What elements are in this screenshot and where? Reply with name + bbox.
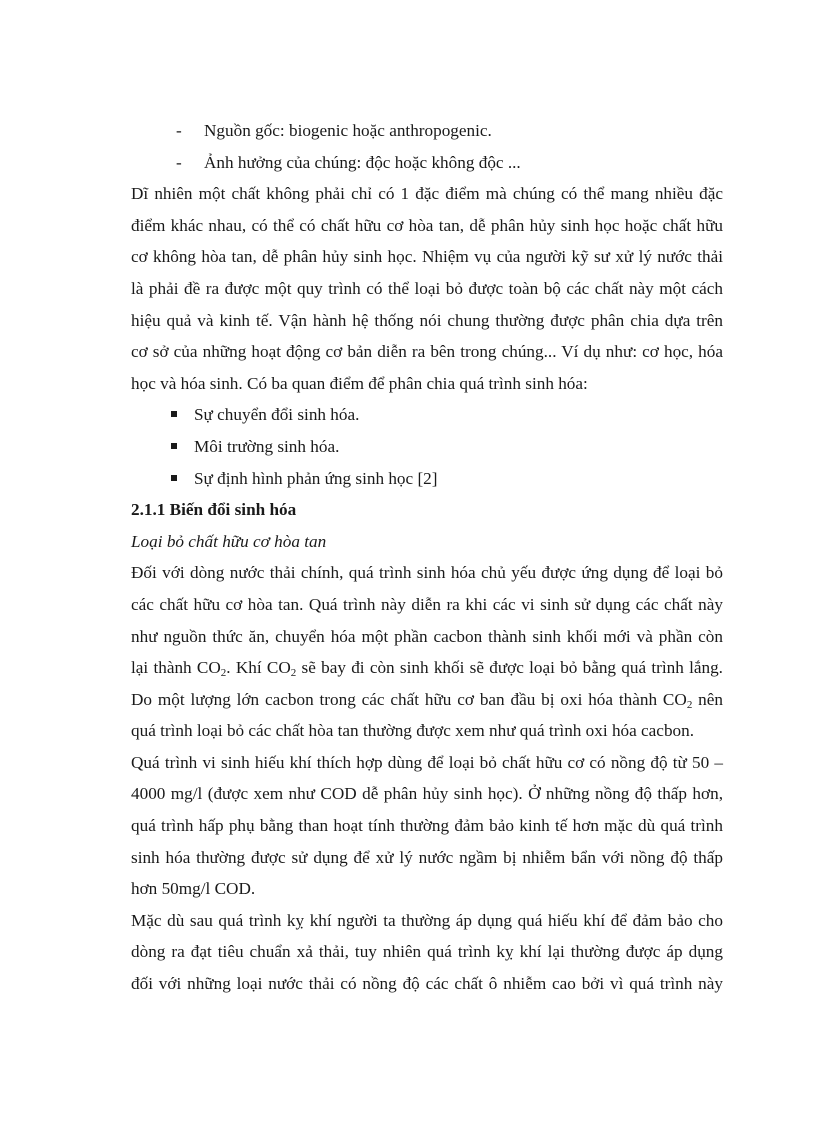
- paragraph-4: [131, 905, 723, 1000]
- list-item-text: Ảnh hưởng của chúng: độc hoặc không độc ...: [204, 152, 521, 172]
- text-line: học và hóa sinh. Có ba quan điểm để phân chia quá trình sinh hóa:: [131, 373, 588, 393]
- text-line: hiệu quả và kinh tế. Vận hành hệ thống nói chung thường được phân chia dựa trên: [131, 310, 723, 330]
- text-segment: . Khí CO: [226, 658, 291, 678]
- text-line: sinh hóa thường được sử dụng để xử lý nước ngầm bị nhiễm bẩn với nồng độ thấp: [131, 847, 723, 867]
- text-line: Quá trình vi sinh hiếu khí thích hợp dùng để loại bỏ chất hữu cơ có nồng độ từ 50 –: [131, 752, 723, 772]
- text-segment: nên: [692, 689, 723, 709]
- text-segment: Do một lượng lớn cacbon trong các chất hữu cơ ban đầu bị oxi hóa thành CO: [131, 689, 687, 709]
- text-line: hơn 50mg/l COD.: [131, 879, 256, 899]
- dash-bullet: -: [176, 152, 182, 172]
- text-segment: lại thành CO: [131, 658, 221, 678]
- square-bullet-list: [131, 399, 723, 494]
- text-line: quá trình loại bỏ các chất hòa tan thường được xem như quá trình oxi hóa cacbon.: [131, 721, 695, 741]
- text-line: 4000 mg/l (được xem như COD dễ phân hủy sinh học). Ở những nồng độ thấp hơn,: [131, 784, 723, 804]
- subscript: 2: [290, 667, 297, 680]
- text-line: dòng ra đạt tiêu chuẩn xả thải, tuy nhiên quá trình kỵ khí lại thường được áp dụng: [131, 942, 723, 962]
- text-line: là phải đề ra được một quy trình có thể loại bỏ được toàn bộ các chất này một cách: [131, 278, 723, 298]
- text-line: điểm khác nhau, có thể có chất hữu cơ hòa tan, dễ phân hủy sinh học hoặc chất hữu: [131, 215, 723, 235]
- text-line: cơ không hòa tan, dễ phân hủy sinh học. Nhiệm vụ của người kỹ sư xử lý nước thải: [131, 247, 723, 267]
- list-item: [131, 463, 723, 495]
- paragraph-1: [131, 178, 723, 399]
- text-line: quá trình hấp phụ bằng than hoạt tính thường đảm bảo kinh tế hơn mặc dù quá trình: [131, 816, 723, 836]
- list-item-text: Nguồn gốc: biogenic hoặc anthropogenic.: [204, 121, 492, 140]
- list-item: [131, 115, 723, 147]
- text-line: cơ sở của những hoạt động cơ bản diễn ra bên trong chúng... Ví dụ như: cơ học, hóa: [131, 342, 723, 362]
- text-line: Mặc dù sau quá trình kỵ khí người ta thường áp dụng quá hiếu khí để đảm bảo cho: [131, 910, 723, 930]
- text-line: [131, 652, 723, 684]
- subscript: 2: [220, 667, 227, 680]
- document-page: [131, 115, 723, 1000]
- section-heading: 2.1.1 Biến đổi sinh hóa: [131, 500, 297, 520]
- paragraph-2: [131, 557, 723, 747]
- text-line: [131, 684, 723, 716]
- dash-list: [131, 115, 723, 178]
- list-item: [131, 399, 723, 431]
- text-segment: sẽ bay đi còn sinh khối sẽ được loại bỏ bằng quá trình lắng.: [296, 658, 723, 678]
- text-line: đối với những loại nước thải có nồng độ các chất ô nhiễm cao bởi vì quá trình này: [131, 974, 723, 994]
- paragraph-3: [131, 747, 723, 905]
- text-line: như nguồn thức ăn, chuyển hóa một phần cacbon thành sinh khối mới và phần còn: [131, 626, 723, 646]
- list-item-text: Môi trường sinh hóa.: [194, 436, 340, 456]
- list-item: [131, 431, 723, 463]
- dash-bullet: -: [176, 121, 182, 140]
- list-item-text: Sự chuyển đổi sinh hóa.: [194, 405, 360, 425]
- list-item: [131, 147, 723, 179]
- list-item-text: Sự định hình phản ứng sinh học [2]: [194, 468, 438, 488]
- subsection-heading: Loại bỏ chất hữu cơ hòa tan: [131, 531, 327, 551]
- subscript: 2: [686, 698, 693, 711]
- text-line: các chất hữu cơ hòa tan. Quá trình này diễn ra khi các vi sinh sử dụng các chất này: [131, 594, 723, 614]
- text-line: Đối với dòng nước thải chính, quá trình sinh hóa chủ yếu được ứng dụng để loại bỏ: [131, 563, 723, 583]
- text-line: Dĩ nhiên một chất không phải chỉ có 1 đặc điểm mà chúng có thể mang nhiều đặc: [131, 184, 723, 204]
